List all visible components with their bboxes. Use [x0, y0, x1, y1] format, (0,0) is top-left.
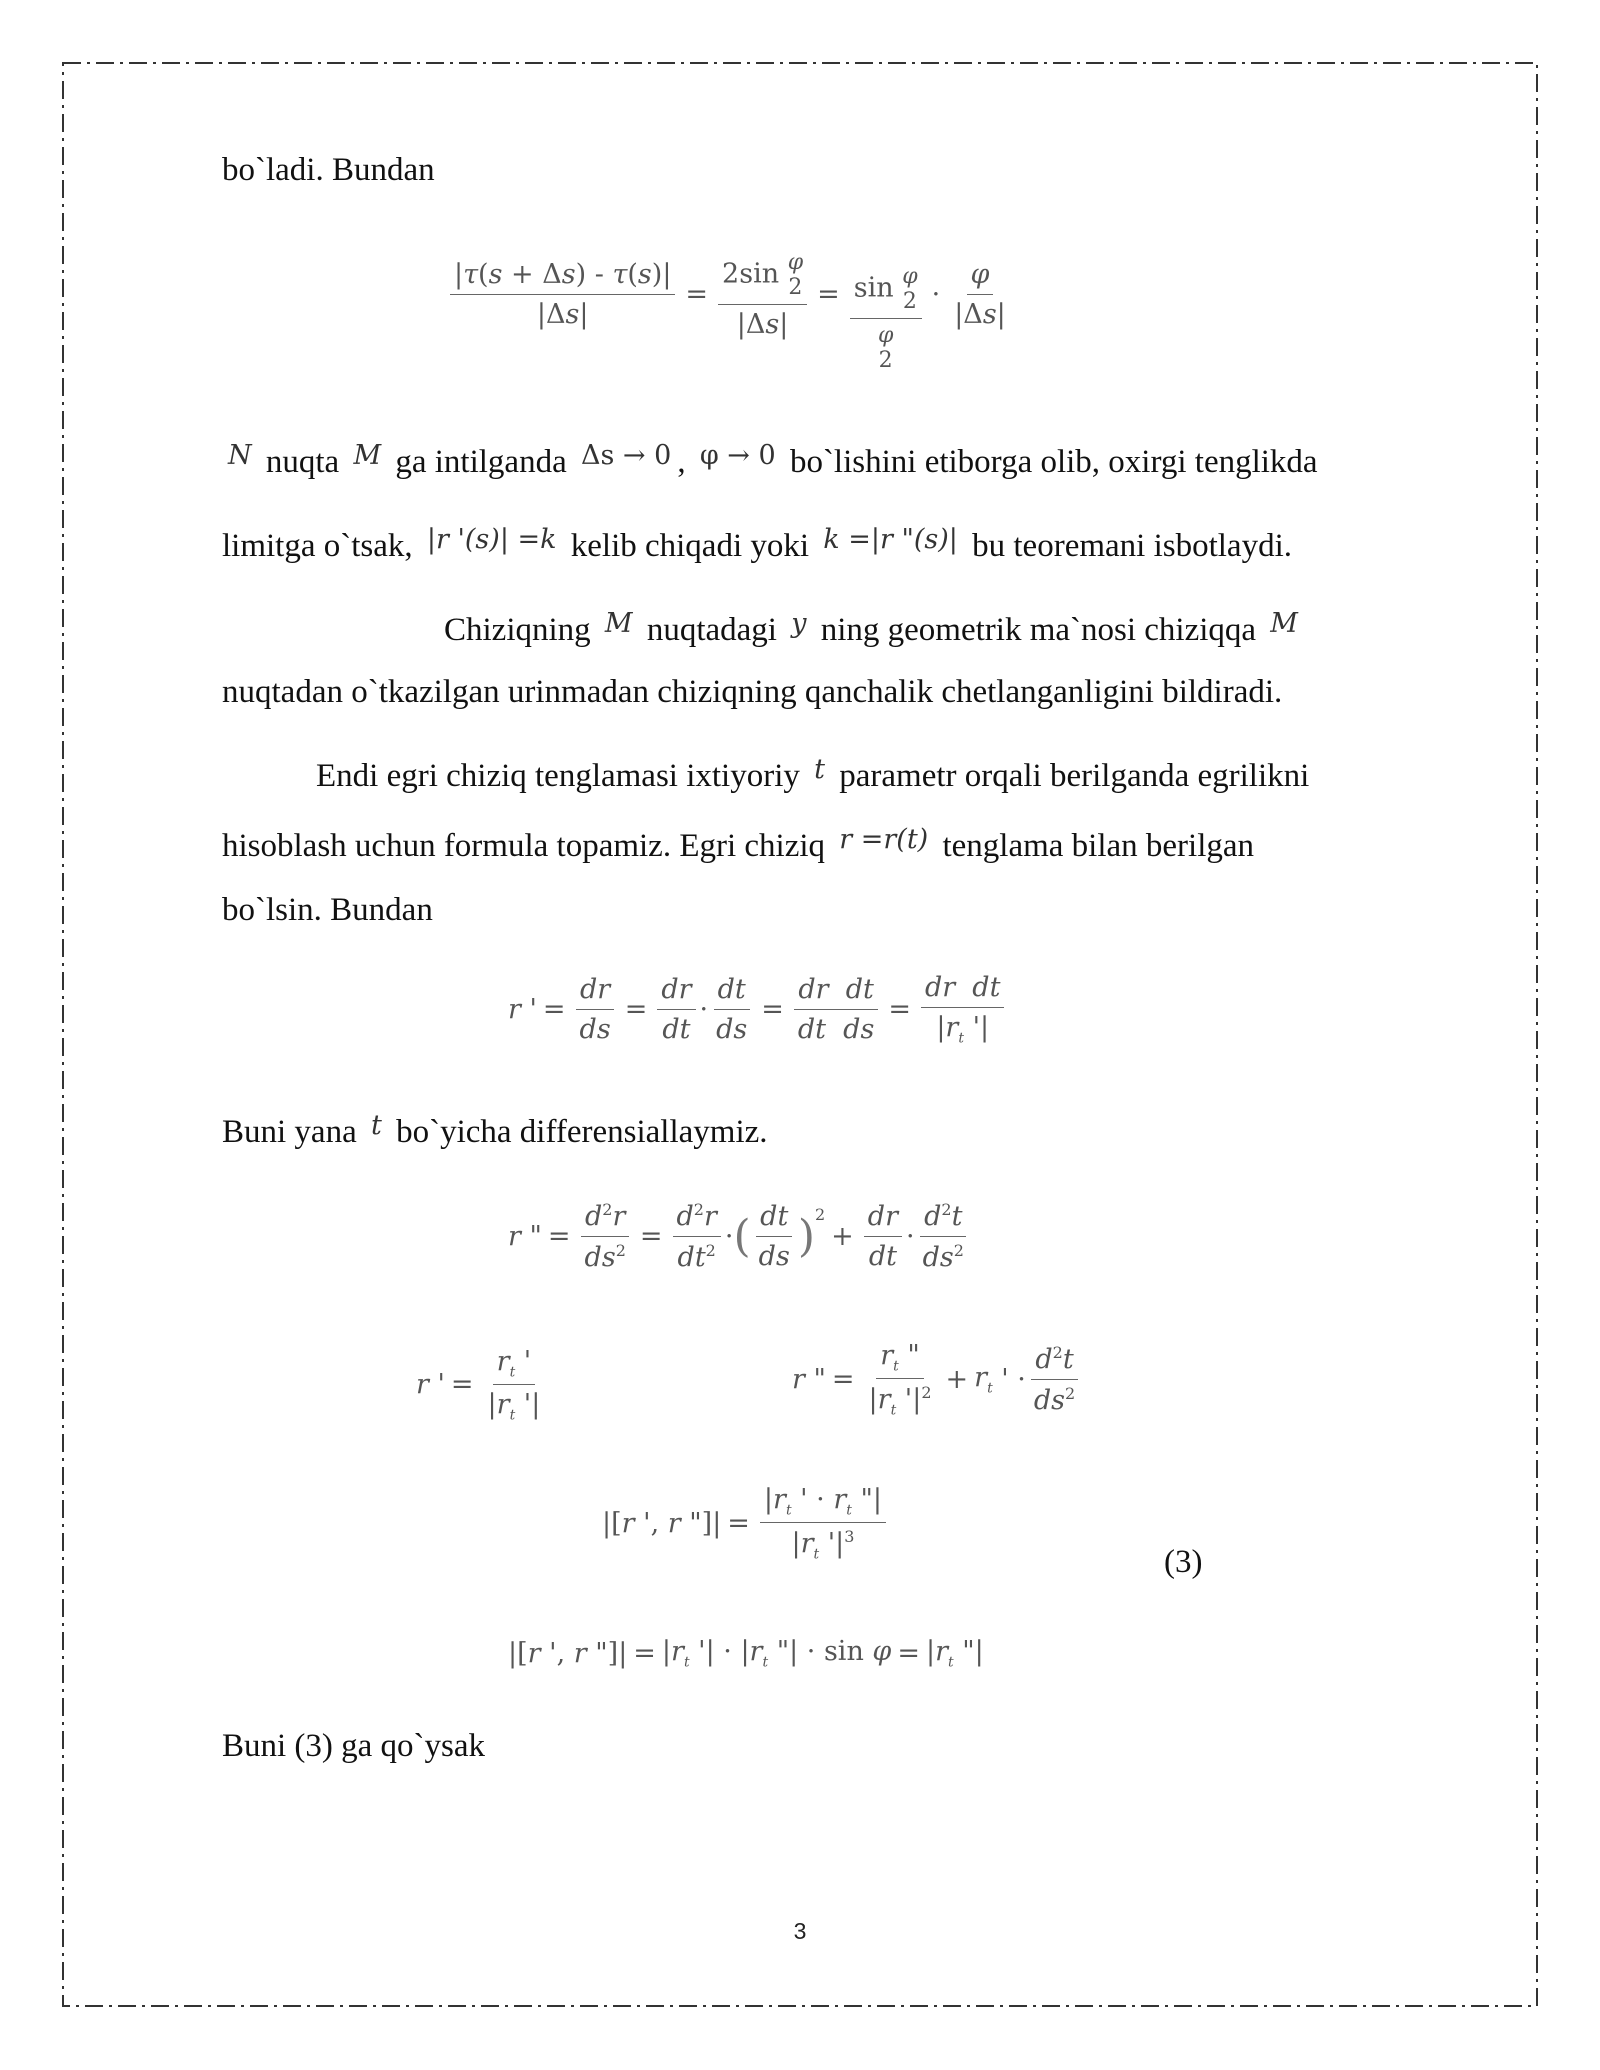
math-t: t — [814, 754, 825, 785]
text: limitga o`tsak, — [222, 528, 413, 564]
math-y: y — [791, 608, 807, 639]
text: nuqtadan o`tkazilgan urinmadan chiziqning qanchalik chetlanganligini bildiradi. — [222, 674, 1283, 710]
paragraph-line — [444, 610, 1304, 652]
equation-limit-ratio: $\frac{|\tau(s + \Delta s) - \tau(s)|}{|\Delta s|}$ = 2sin φ 2 |Δs| = sin φ 2 φ 2 · $\frac{\varphi}{|\Delta s|}$ — [446, 240, 1014, 349]
math-phi-to-0: φ → 0 — [699, 440, 776, 471]
paragraph-line — [222, 826, 1254, 868]
paragraph-line — [222, 150, 435, 190]
equation-cross-product: |[r ', r "]| = $\frac{|r_t ' \cdot r_t "|}{|r_t '|^3}$ — [602, 1484, 890, 1563]
paragraph-line — [222, 1726, 485, 1766]
text: parametr orqali berilganda egrilikni — [839, 758, 1310, 794]
text: kelib chiqadi yoki — [570, 528, 810, 564]
text: ning geometrik ma`nosi chiziqqa — [820, 612, 1257, 648]
paragraph-line — [222, 890, 433, 930]
fraction: $\frac{\varphi}{|\Delta s|}$ — [954, 259, 1006, 330]
text: bo`ladi. Bundan — [222, 152, 435, 188]
equation-cross-product-norm: |[r ', r "]| = $|r_t$ '| · $|r_t$ "| · sin φ = $|r_t$ "| — [508, 1636, 984, 1671]
math-ds-to-0: Δs → 0 — [580, 440, 672, 471]
text: tenglama bilan berilgan — [942, 828, 1255, 864]
fraction: $\frac{|\tau(s + \Delta s) - \tau(s)|}{|\Delta s|}$ — [450, 259, 675, 330]
text: nuqtadagi — [646, 612, 777, 648]
math-M: M — [353, 440, 382, 471]
paragraph-line — [222, 672, 1282, 712]
text: ga intilganda — [395, 444, 567, 480]
equation-r-prime: r ' = $\frac{dr}{ds}$ = $\frac{dr}{dt}$ · $\frac{dt}{ds}$ = $\frac{\text{dr dt}}{\text{dt ds}}$ = $\frac{\text{dr dt}}{|r_t '|}$ — [508, 972, 1008, 1046]
text: Buni (3) ga qo`ysak — [222, 1728, 486, 1764]
text: hisoblash uchun formula topamiz. Egri chiziq — [222, 828, 826, 864]
equation-r-double-prime-rt: r " = $\frac{r_t "}{|r_t '|^2}$ + $r_t$ ' · $\frac{d^2t}{ds^2}$ — [792, 1340, 1083, 1419]
fraction: sin φ 2 φ 2 — [850, 264, 922, 373]
equation-number: (3) — [1164, 1544, 1203, 1580]
paragraph-line — [316, 756, 1309, 798]
math-limit-k: |r '(s)| =k — [426, 524, 557, 555]
text: bo`yicha differensiallaymiz. — [396, 1114, 768, 1150]
text: , — [677, 444, 686, 480]
paragraph-line — [222, 442, 1318, 484]
text: nuqta — [265, 444, 340, 480]
text: Chiziqning — [444, 612, 591, 648]
math-k-eq: k =|r "(s)| — [823, 524, 958, 555]
math-M: M — [604, 608, 633, 639]
equation-r-double-prime: r " = $\frac{d^2r}{ds^2}$ = $\frac{d^2r}{dt^2}$ · ( $\frac{dt}{ds}$ ) $^2$ + $\frac{dr}{dt}$ · $\frac{d^2t}{ds^2}$ — [508, 1200, 972, 1273]
math-t: t — [370, 1110, 382, 1141]
text: bo`lishini etiborga olib, oxirgi tenglikda — [789, 444, 1318, 480]
equation-r-prime-rt: r ' = $\frac{r_t '}{|r_t '|}$ — [416, 1346, 541, 1424]
math-N: N — [228, 440, 252, 471]
page-number: 3 — [793, 1918, 807, 1944]
math-M: M — [1270, 608, 1298, 639]
text: Buni yana — [222, 1114, 357, 1150]
paragraph-line — [222, 526, 1292, 568]
text: bo`lsin. Bundan — [222, 892, 433, 928]
text: bu teoremani isbotlaydi. — [972, 528, 1292, 564]
fraction: 2sin φ 2 |Δs| — [718, 250, 807, 340]
paragraph-line — [222, 1112, 768, 1154]
text: Endi egri chiziq tenglamasi ixtiyoriy — [316, 758, 800, 794]
math-r-eq-rt: r =r(t) — [839, 824, 929, 855]
